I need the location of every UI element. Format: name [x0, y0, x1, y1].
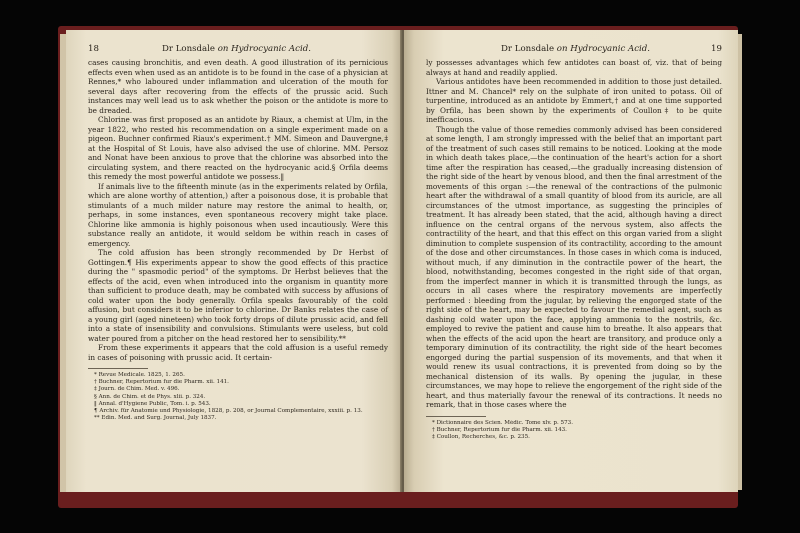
- running-header-left: [88, 44, 388, 54]
- footnote: * Revue Medicale. 1825, 1. 265.: [94, 372, 185, 378]
- footnote: * Dictionnaire des Scien. Médic. Tome xlv. p. 573.: [432, 419, 573, 426]
- paragraph: Various antidotes have been recommended in addition to those just detailed. Ittner and M. Chancel* rely on the sulphate of iron united to potass. Oil of turpentine, introduced as an antidote by Emmert,† and at one time supported by Orfila, has been shown by the experiments of Coullon‡ to be quite inefficacious.: [426, 77, 722, 124]
- paragraph: From these experiments it appears that the cold affusion is a useful remedy in cases of poisoning with prussic acid. It certain-: [88, 343, 388, 362]
- footnote-rule: [88, 368, 148, 369]
- paragraph: Chlorine was first proposed as an antidote by Riaux, a chemist at Ulm, in the year 1822, who rested his recommendation on a single experiment made on a pigeon. Buchner confirmed Riaux's experiment.† MM. Simeon and Dauvergne,‡ at the Hospital of St Louis, have also advised the use of chlorine. MM. Persoz and Nonat have been anxious to prove that the chlorine was absorbed into the circulating system, and there reacted on the hydrocyanic acid.§ Orfila deems this remedy the most powerful antidote we possess.‖: [88, 115, 388, 181]
- footnote: † Buchner, Repertorium fur die Pharm. xii. 143.: [432, 426, 567, 433]
- paragraph: Though the value of those remedies commonly advised has been considered at some length, I am strongly impressed with the belief that an important part of the treatment of such cases still remains to be noticed. Looking at the mode in which death takes place,—the continuation of the heart's action for a short time after the respiration has ceased,—the gradually increasing distension of the right side of the heart by venous blood, and then the final arrestment of the movements of this organ :—the renewal of the contractions of the pulmonic heart after the withdrawal of a small quantity of blood from its auricle, are all circumstances of the utmost importance, as suggesting the principles of treatment. It has already been stated, that the acid, although having a direct influence on the central organs of the nervous system, also affects the contractility of the heart, and that this effect on this organ varied from a slight diminution to complete suspension of its contractility, according to the amount of the dose and other circumstances. In those cases in which coma is induced, without much, if any diminution in the contractile power of the heart, the blood, notwithstanding, becomes congested in the right side of that organ, from the imperfect manner in which it is transmitted through the lungs, as occurs in all cases where the respiratory movements are imperfectly performed : bleeding from the jugular, by relieving the engorged state of the right side of the heart, may be expected to favour the remedial agent, such as dashing cold water upon the face, applying ammonia to the nostrils, &c. employed to revive the patient and cause him to breathe. It also appears that when the effects of the acid upon the heart are transitory, and produce only a temporary diminution of its contractility, the right side of the heart becomes engorged during the partial suspension of its movements, and that when it would renew its usual contractions, it is prevented from doing so by the mechanical distension of its walls. By opening the jugular, in these circumstances, we may hope to relieve the engorgement of the right side of the heart, and thus materially favour the renewal of its contractions. It needs no remark, that in those cases where the: [426, 124, 722, 409]
- paragraph: cases causing bronchitis, and even death. A good illustration of its pernicious effects even when used as an antidote is to be found in the case of a physician at Rennes,* who laboured under inflammation and ulceration of the mouth for several days after recovering from the effects of the prussic acid. Such instances may well lead us to ask whether the poison or the antidote is more to be dreaded.: [88, 58, 388, 115]
- footnote: ‡ Journ. de Chim. Med. v. 496.: [94, 386, 180, 393]
- left-page: [66, 30, 402, 492]
- running-title: Dr Lonsdale on Hydrocyanic Acid.: [161, 44, 311, 54]
- footnote: § Ann. de Chim. et de Phys. xlii. p. 324.: [94, 393, 206, 400]
- page-number: 18: [88, 44, 99, 54]
- running-title: Dr Lonsdale on Hydrocyanic Acid.: [501, 44, 650, 54]
- footnote-rule: [426, 416, 486, 417]
- right-page: [404, 30, 738, 492]
- right-page-body: [426, 58, 722, 410]
- paragraph: The cold affusion has been strongly recommended by Dr Herbst of Gottingen.¶ His experiments appear to show the good effects of this practice during the " spasmodic period" of the symptoms. Dr Herbst believes that the effects of the acid, even when introduced into the organism in quantity more than sufficient to produce death, may be combated with success by affusions of cold water upon the body generally. Orfila speaks favourably of the cold affusion, but considers it to be inferior to chlorine. Dr Banks relates the case of a young girl (aged nineteen) who took forty drops of dilute prussic acid, and fell into a state of insensibility and convulsions. Stimulants were useless, but cold water poured from a pitcher on the head restored her to sensibility.**: [88, 248, 388, 343]
- running-header-right: [426, 44, 722, 54]
- page-number: 19: [711, 44, 722, 54]
- footnotes-right: [426, 420, 722, 442]
- footnote: † Buchner, Repertorium fur die Pharm. xii. 141.: [94, 379, 229, 386]
- footnotes-left: [88, 372, 388, 422]
- paragraph: If animals live to the fifteenth minute (as in the experiments related by Orfila, which are alone worthy of attention,) after a poisonous dose, it is probable that stimulants of a much milder nature may restore the animal to health, or, perhaps, in some instances, even spontaneous recovery might take place. Chlorine like ammonia is highly poisonous when used incautiously. Were this substance really an antidote, it would seldom be within reach in cases of emergency.: [88, 181, 388, 248]
- left-page-body: [88, 58, 388, 362]
- footnote: ¶ Archiv. für Anatomie und Physiologie, 1828, p. 208, or Journal Complementaire, xxxiii. p. 13.: [94, 408, 363, 415]
- footnote: ** Edin. Med. and Surg. Journal, July 1837.: [94, 415, 217, 422]
- paragraph: ly possesses advantages which few antidotes can boast of, viz. that of being always at hand and readily applied.: [426, 58, 722, 77]
- footnote: ‖ Annal. d'Hygiene Public, Tom. i. p. 543.: [94, 400, 211, 407]
- footnote: ‡ Coullon, Recherches, &c. p. 235.: [432, 433, 530, 440]
